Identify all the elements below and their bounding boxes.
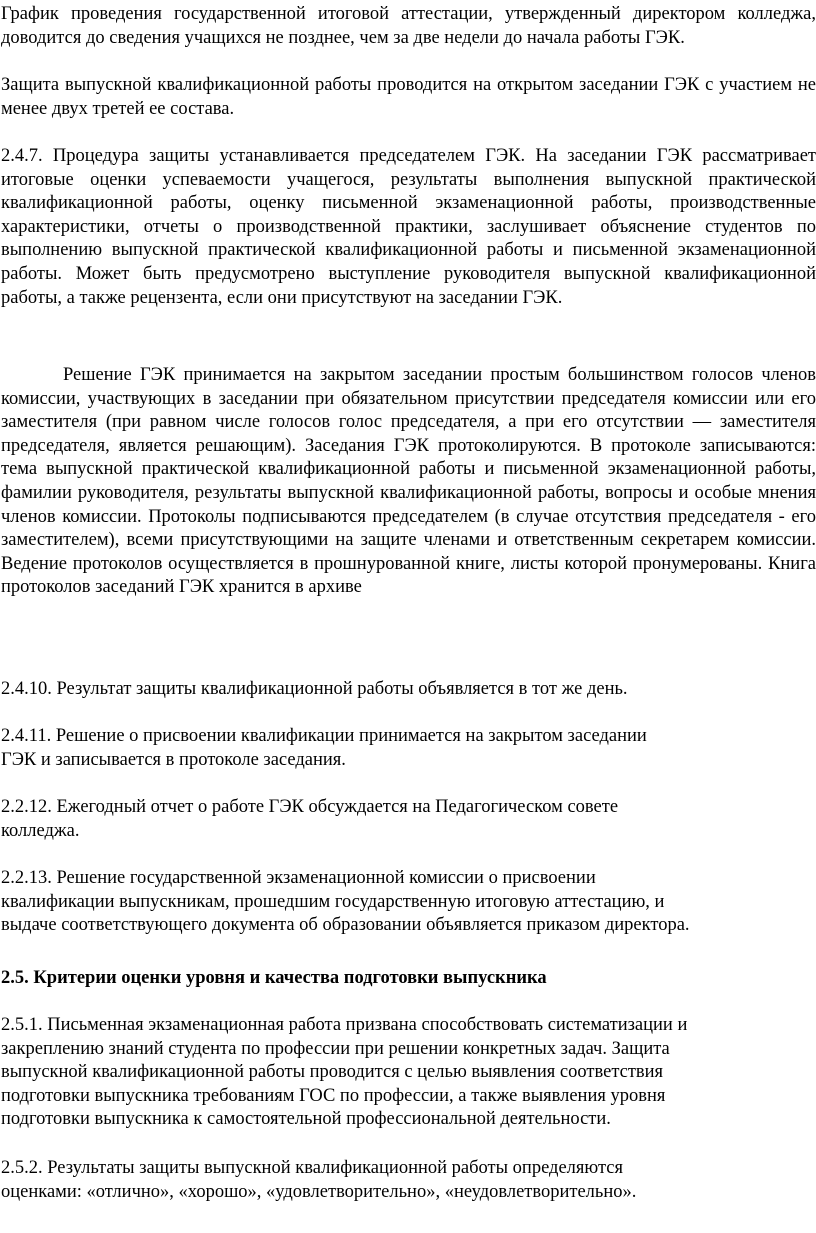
paragraph-line: выпускной квалификационной работы проводится с целью выявления соответствия: [1, 1062, 664, 1083]
paragraph-line: колледжа.: [1, 820, 80, 841]
paragraph-line: оценками: «отлично», «хорошо», «удовлетворительно», «неудовлетворительно».: [1, 1181, 637, 1202]
paragraph-2-5-1: [1, 1014, 816, 1132]
paragraph-2-2-12: [1, 796, 816, 843]
paragraph-line: подготовки выпускника требованиям ГОС по профессии, а также выявления уровня: [1, 1085, 666, 1106]
paragraph-2-4-7: 2.4.7. Процедура защиты устанавливается председателем ГЭК. На заседании ГЭК рассматривает итоговые оценки успеваемости учащегося, результаты выполнения выпускной практической квалификационной работы, оценку письменной экзаменационной работы, производственные характеристики, отчеты о производственной практики, заслушивает объяснение студентов по выполнению выпускной практической квалификационной работы и письменной экзаменационной работы. Может быть предусмотрено выступление руководителя выпускной квалификационной работы, а также рецензента, если они присутствуют на заседании ГЭК.: [1, 146, 816, 308]
section-heading-2-5: 2.5. Критерии оценки уровня и качества подготовки выпускника: [1, 968, 547, 988]
paragraph-line: 2.2.12. Ежегодный отчет о работе ГЭК обсуждается на Педагогическом совете: [1, 797, 619, 817]
paragraph-2-2-13: [1, 867, 816, 938]
paragraph-line: 2.5.1. Письменная экзаменационная работа призвана способствовать систематизации и: [1, 1015, 688, 1035]
paragraph-line: 2.4.11. Решение о присвоении квалификации принимается на закрытом заседании: [1, 726, 647, 746]
paragraph-decision: Решение ГЭК принимается на закрытом заседании простым большинством голосов членов комиссии, участвующих в заседании при обязательном присутствии председателя комиссии или его заместителя (при равном числе голосов голос председателя, а при его отсутствии — заместителя председателя, является решающим). Заседания ГЭК протоколируются. В протоколе записываются: тема выпускной практической квалификационной работы и письменной экзаменационной работы, фамилии руководителя, результаты выпускной квалификационной работы, вопросы и особые мнения членов комиссии. Протоколы подписываются председателем (в случае отсутствия председателя - его заместителем), всеми присутствующими на защите членами и ответственным секретарем комиссии. Ведение протоколов осуществляется в прошнурованной книге, листы которой пронумерованы. Книга протоколов заседаний ГЭК хранится в архиве: [1, 365, 816, 598]
paragraph-line: подготовки выпускника к самостоятельной профессиональной деятельности.: [1, 1109, 611, 1130]
paragraph-line: квалификации выпускникам, прошедшим государственную итоговую аттестацию, и: [1, 891, 665, 912]
paragraph-line: 2.5.2. Результаты защиты выпускной квалификационной работы определяются: [1, 1158, 624, 1178]
paragraph-schedule: График проведения государственной итоговой аттестации, утвержденный директором колледжа, доводится до сведения учащихся не позднее, чем за две недели до начала работы ГЭК.: [1, 4, 816, 48]
paragraph-line: ГЭК и записывается в протоколе заседания.: [1, 749, 346, 770]
paragraph-line: 2.2.13. Решение государственной экзаменационной комиссии о присвоении: [1, 868, 596, 888]
paragraph-line: закреплению знаний студента по профессии при решении конкретных задач. Защита: [1, 1038, 670, 1059]
paragraph-2-4-10: 2.4.10. Результат защиты квалификационной работы объявляется в тот же день.: [1, 679, 628, 699]
paragraph-line: выдаче соответствующего документа об образовании объявляется приказом директора.: [1, 915, 690, 936]
paragraph-2-4-11: [1, 725, 816, 772]
paragraph-2-5-2: [1, 1157, 816, 1204]
paragraph-defense-open: Защита выпускной квалификационной работы проводится на открытом заседании ГЭК с участием не менее двух третей ее состава.: [1, 75, 816, 119]
